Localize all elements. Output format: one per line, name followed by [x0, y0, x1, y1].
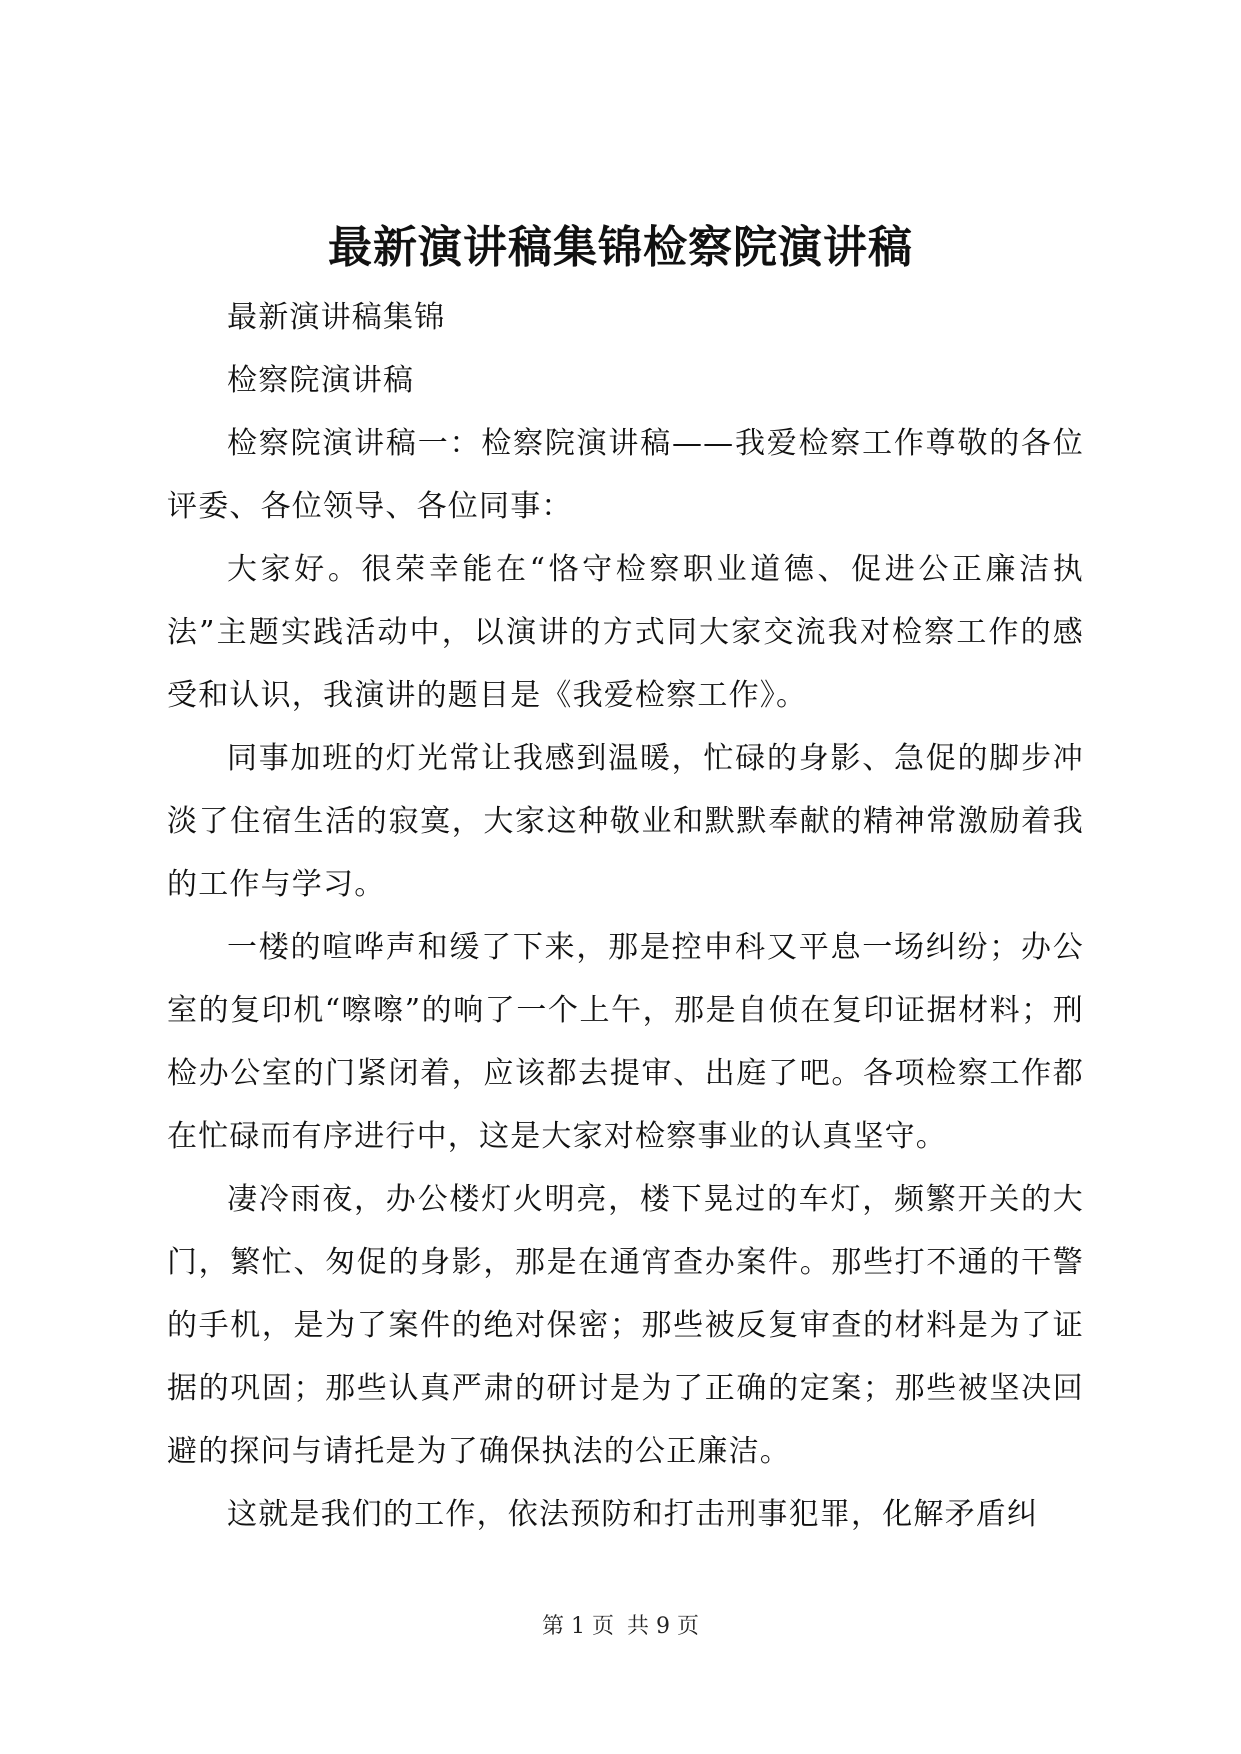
paragraph-greeting: 检察院演讲稿一：检察院演讲稿——我爱检察工作尊敬的各位评委、各位领导、各位同事：	[167, 426, 1084, 524]
paragraph-our-work: 这就是我们的工作，依法预防和打击刑事犯罪，化解矛盾纠	[227, 1497, 1039, 1532]
paragraph-colleagues: 同事加班的灯光常让我感到温暖，忙碌的身影、急促的脚步冲淡了住宿生活的寂寞，大家这种敬业和默默奉献的精神常激励着我的工作与学习。	[167, 741, 1084, 902]
page-total: 共 9 页	[627, 1614, 699, 1639]
paragraph-subtitle-1: 最新演讲稿集锦	[227, 300, 446, 335]
paragraph-rainy-night: 凄冷雨夜，办公楼灯火明亮，楼下晃过的车灯，频繁开关的大门，繁忙、匆促的身影，那是在通宵查办案件。那些打不通的干警的手机，是为了案件的绝对保密；那些被反复审查的材料是为了证据的巩固；那些认真严肃的研讨是为了正确的定案；那些被坚决回避的探问与请托是为了确保执法的公正廉洁。	[167, 1182, 1084, 1469]
paragraph-introduction: 大家好。很荣幸能在“恪守检察职业道德、促进公正廉洁执法”主题实践活动中，以演讲的方式同大家交流我对检察工作的感受和认识，我演讲的题目是《我爱检察工作》。	[167, 552, 1084, 713]
document-title: 最新演讲稿集锦检察院演讲稿	[328, 222, 913, 273]
paragraph-subtitle-2: 检察院演讲稿	[227, 363, 415, 398]
page-number: 第 1 页	[542, 1614, 614, 1639]
page-footer	[0, 1612, 1241, 1642]
document-body	[167, 286, 1084, 1546]
paragraph-office-work: 一楼的喧哗声和缓了下来，那是控申科又平息一场纠纷；办公室的复印机“嚓嚓”的响了一个上午，那是自侦在复印证据材料；刑检办公室的门紧闭着，应该都去提审、出庭了吧。各项检察工作都在忙碌而有序进行中，这是大家对检察事业的认真坚守。	[167, 930, 1084, 1154]
